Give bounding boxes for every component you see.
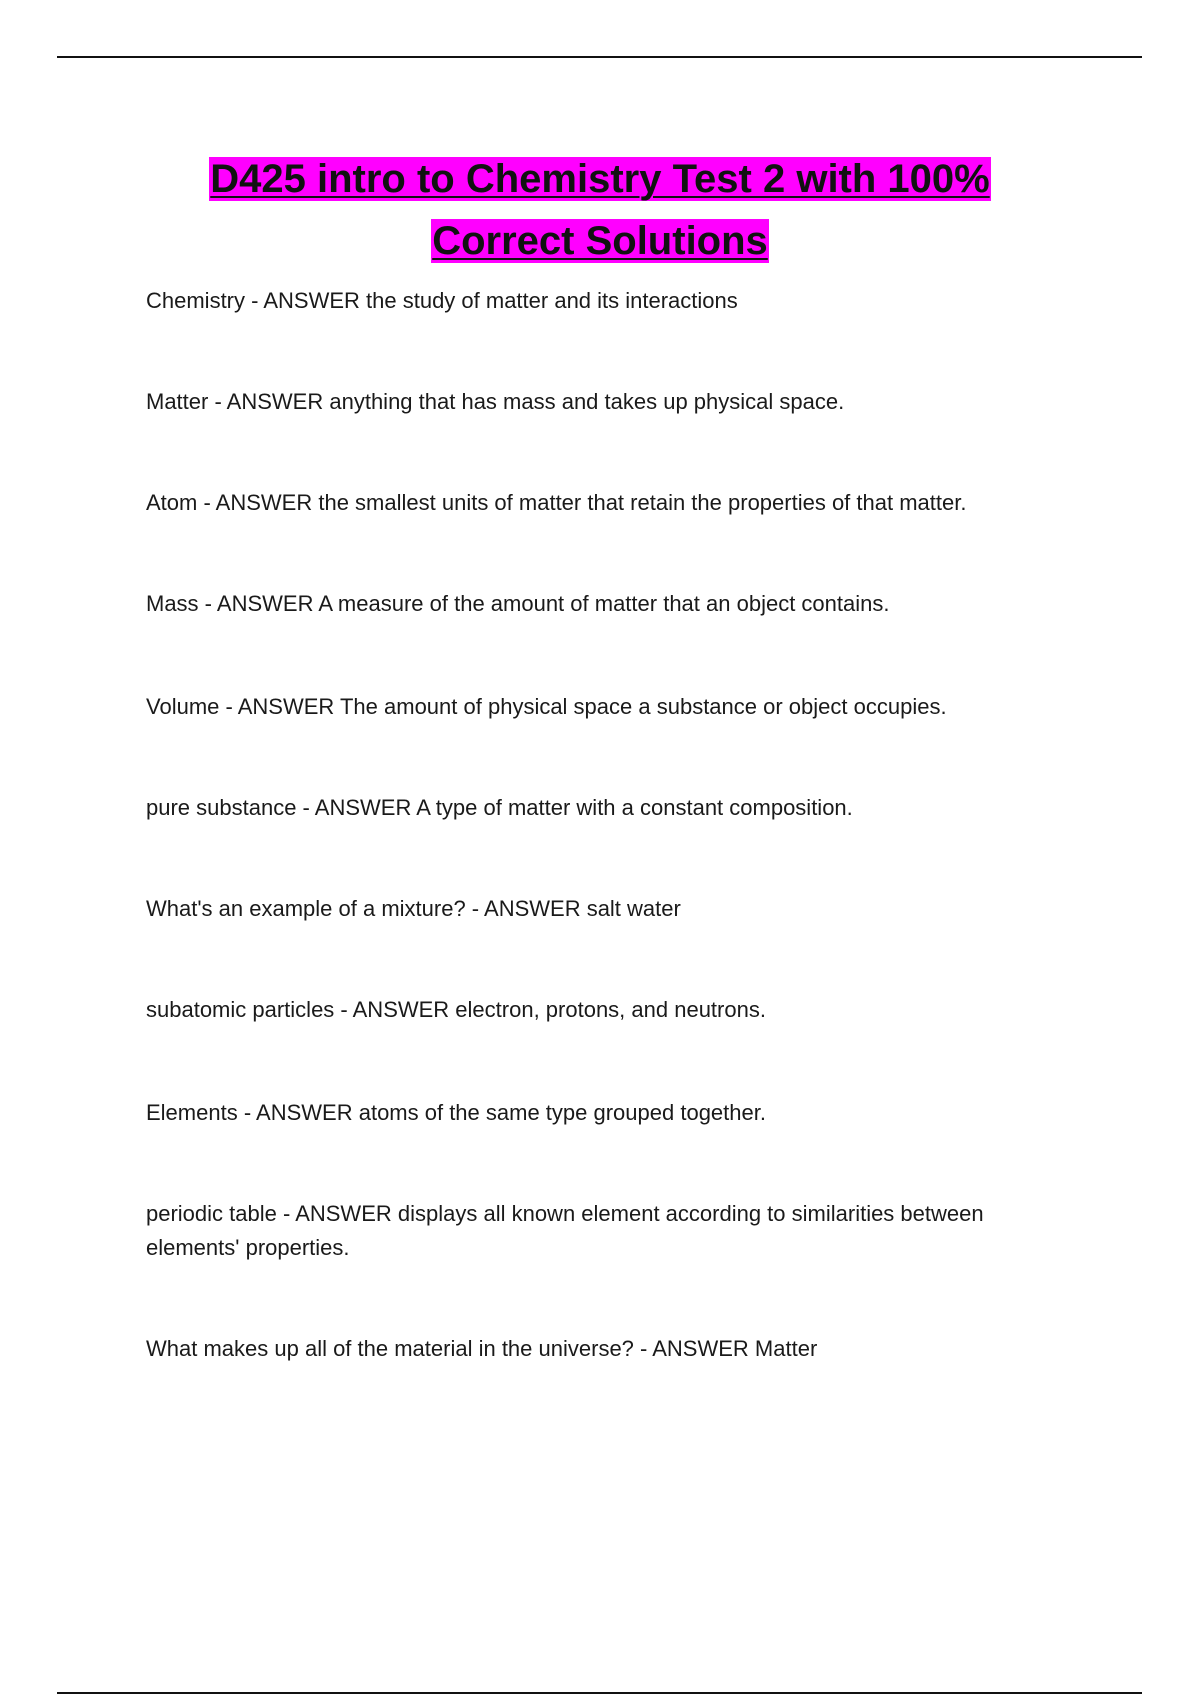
qa-item-mixture-example: What's an example of a mixture? - ANSWER salt water [146, 896, 681, 921]
top-divider [57, 56, 1142, 58]
qa-item-matter: Matter - ANSWER anything that has mass and takes up physical space. [146, 389, 845, 414]
qa-item-volume: Volume - ANSWER The amount of physical space a substance or object occupies. [146, 694, 947, 719]
bottom-divider [57, 1692, 1142, 1694]
title-line-2: Correct Solutions [432, 219, 768, 263]
document-title [0, 148, 1200, 272]
qa-item-universe-material: What makes up all of the material in the universe? - ANSWER Matter [146, 1336, 818, 1361]
qa-item-elements: Elements - ANSWER atoms of the same type grouped together. [146, 1100, 766, 1125]
title-line-1: D425 intro to Chemistry Test 2 with 100% [210, 157, 990, 201]
qa-item-chemistry: Chemistry - ANSWER the study of matter and its interactions [146, 288, 738, 313]
qa-item-pure-substance: pure substance - ANSWER A type of matter with a constant composition. [146, 795, 853, 820]
qa-item-periodic-table: periodic table - ANSWER displays all known element according to similarities between elements' properties. [146, 1201, 984, 1260]
qa-item-subatomic-particles: subatomic particles - ANSWER electron, protons, and neutrons. [146, 997, 766, 1022]
qa-item-mass: Mass - ANSWER A measure of the amount of matter that an object contains. [146, 591, 890, 616]
qa-item-atom: Atom - ANSWER the smallest units of matter that retain the properties of that matter. [146, 490, 967, 515]
